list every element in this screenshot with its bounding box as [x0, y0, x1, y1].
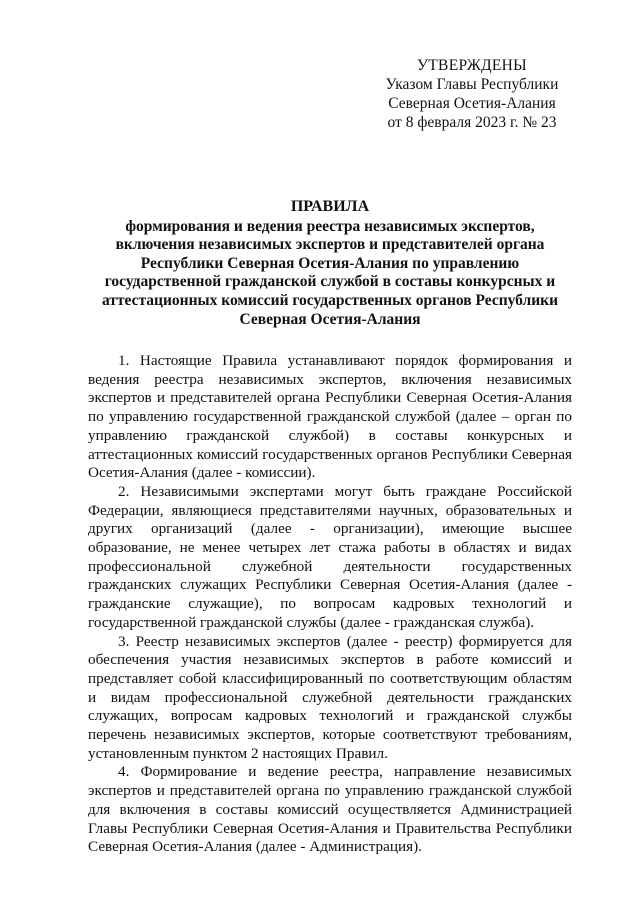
title-line: государственной гражданской службой в составы конкурсных и	[104, 273, 556, 291]
document-body	[88, 352, 572, 857]
approval-decree: Указом Главы Республики	[385, 76, 559, 93]
title-line: Республики Северная Осетия-Алания по управлению	[140, 254, 520, 272]
paragraph-2: 2. Независимыми экспертами могут быть граждане Российской Федерации, являющиеся представителями научных, образовательных и других организаций (далее - организации), имеющие высшее образование, не менее четырех лет стажа работы в областях и видах профессиональной служебной деятельности государственных гражданских служащих Республики Северная Осетия-Алания (далее - гражданские служащие), по вопросам кадровых технологий и государственной гражданской службы (далее - гражданская служба).	[88, 482, 572, 631]
title-line: формирования и ведения реестра независимых экспертов,	[125, 217, 535, 235]
paragraph-3: 3. Реестр независимых экспертов (далее - реестр) формируется для обеспечения участия независимых экспертов в работе комиссий и представляет собой классифицированный по соответствующим областям и видам профессиональной служебной деятельности гражданских служащих, вопросам кадровых технологий и гражданской службы перечень независимых экспертов, которые соответствуют требованиям, установленным пунктом 2 настоящих Правил.	[88, 632, 572, 762]
document-title	[80, 198, 580, 329]
paragraph-4: 4. Формирование и ведение реестра, направление независимых экспертов и представителей органа по управлению гражданской службой для включения в составы комиссий осуществляется Администрацией Главы Республики Северная Осетия-Алания и Правительства Республики Северная Осетия-Алания (далее - Администрация).	[88, 763, 572, 856]
title-line: включения независимых экспертов и представителей органа	[115, 236, 545, 254]
approval-heading: УТВЕРЖДЕНЫ	[417, 57, 527, 74]
approval-stamp	[372, 56, 572, 132]
approval-region: Северная Осетия-Алания	[388, 95, 556, 112]
title-line: Северная Осетия-Алания	[239, 310, 421, 328]
paragraph-1: 1. Настоящие Правила устанавливают порядок формирования и ведения реестра независимых экспертов, включения независимых экспертов и представителей органа Республики Северная Осетия-Алания по управлению государственной гражданской службой (далее – орган по управлению гражданской службой) в составы конкурсных и аттестационных комиссий государственных органов Республики Северная Осетия-Алания (далее - комиссии).	[88, 352, 572, 482]
approval-date: от 8 февраля 2023 г. № 23	[387, 114, 557, 131]
title-main: ПРАВИЛА	[290, 198, 370, 215]
title-line: аттестационных комиссий государственных органов Республики	[101, 291, 559, 309]
